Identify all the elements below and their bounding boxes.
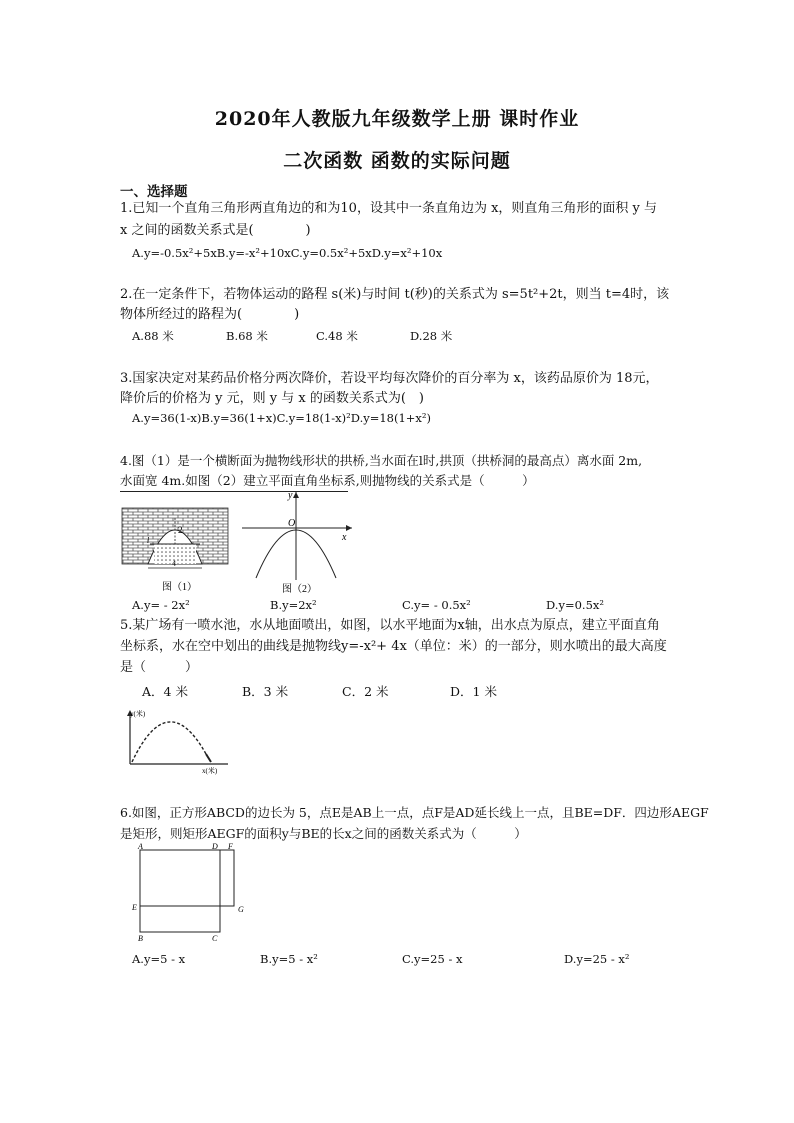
q1-options: A.y=-0.5x²+5xB.y=-x²+10xC.y=0.5x²+5xD.y=x²+10x — [132, 246, 443, 260]
q2-option-a: A.88 米 — [132, 329, 174, 343]
q4-option-a: A.y= - 2x² — [132, 598, 190, 612]
q3-options: A.y=36(1-x)B.y=36(1+x)C.y=18(1-x)²D.y=18(1+x²) — [132, 411, 432, 425]
section-heading: 一、选择题 — [120, 184, 188, 200]
q2-options — [0, 328, 794, 344]
q4-fig2-y-label: y — [288, 490, 293, 501]
q6-option-d: D.y=25 - x² — [564, 952, 630, 966]
q4-text-line2: 水面宽 4m.如图（2）建立平面直角坐标系,则抛物线的关系式是（ ） — [120, 473, 535, 488]
q6-options — [0, 952, 794, 968]
q6-figure-square-rectangle — [128, 842, 252, 944]
q6-text-line1: 6.如图，正方形ABCD的边长为 5，点E是AB上一点，点F是AD延长线上一点，且BE=DF．四边形AEGF — [120, 805, 709, 820]
q4-figure2-coordinate-parabola — [234, 488, 364, 596]
q5-options — [0, 682, 794, 698]
q2-option-b: B.68 米 — [226, 329, 268, 343]
q1-text-line2: x 之间的函数关系式是( ) — [120, 223, 311, 238]
q5-option-d: D．1 米 — [450, 684, 497, 699]
q3-text-line2: 降价后的价格为 y 元，则 y 与 x 的函数关系式为( ) — [120, 391, 424, 406]
q2-text-line1: 2.在一定条件下，若物体运动的路程 s(米)与时间 t(秒)的关系式为 s=5t²+2t，则当 t=4时，该 — [120, 287, 670, 302]
q6-label-b: B — [138, 934, 143, 943]
q6-label-d: D — [212, 842, 218, 851]
q5-text-line2: 坐标系，水在空中划出的曲线是抛物线y=-x²+ 4x（单位：米）的一部分，则水喷出的最大高度 — [120, 639, 667, 654]
q6-label-c: C — [212, 934, 218, 943]
q5-fig-x-label: x(米) — [202, 767, 218, 775]
q4-figure1-arch-bridge — [120, 506, 232, 596]
page-title: 2020年人教版九年级数学上册 课时作业 — [214, 108, 580, 130]
q4-options — [0, 598, 794, 614]
q4-fig2-caption: 图（2） — [282, 584, 317, 595]
q5-figure-fountain — [124, 706, 236, 776]
q2-option-c: C.48 米 — [316, 329, 358, 343]
q6-label-e: E — [132, 903, 137, 912]
q6-label-g: G — [238, 905, 244, 914]
q6-option-a: A.y=5 - x — [132, 952, 186, 966]
q6-option-b: B.y=5 - x² — [260, 952, 318, 966]
q1-text-line1: 1.已知一个直角三角形两直角边的和为10，设其中一条直角边为 x，则直角三角形的面积 y 与 — [120, 201, 658, 216]
q5-text-line3: 是（ ） — [120, 660, 199, 675]
q5-option-a: A．4 米 — [142, 684, 188, 699]
q5-option-b: B．3 米 — [242, 684, 289, 699]
q6-option-c: C.y=25 - x — [402, 952, 463, 966]
q4-fig2-origin-label: O — [288, 518, 296, 529]
q4-option-d: D.y=0.5x² — [546, 598, 604, 612]
q4-option-b: B.y=2x² — [270, 598, 317, 612]
q6-label-f: F — [228, 842, 233, 851]
page-subtitle: 二次函数 函数的实际问题 — [283, 150, 511, 172]
q4-fig2-x-label: x — [342, 532, 347, 543]
q5-fig-y-label: y(米) — [130, 710, 146, 718]
q4-fig1-l-label: l — [147, 536, 150, 545]
q4-fig1-caption: 图（1） — [162, 582, 197, 593]
q6-text-line2: 是矩形，则矩形AEGF的面积y与BE的长x之间的函数关系式为（ ） — [120, 826, 527, 841]
q4-option-c: C.y= - 0.5x² — [402, 598, 471, 612]
q4-fig1-width-label: 4 — [172, 559, 176, 568]
q5-text-line1: 5.某广场有一喷水池，水从地面喷出，如图，以水平地面为x轴，出水点为原点，建立平面直角 — [120, 618, 660, 633]
q2-option-d: D.28 米 — [410, 329, 453, 343]
q4-fig1-height-label: 2 — [178, 525, 183, 535]
q4-text-line1: 4.图（1）是一个横断面为抛物线形状的拱桥,当水面在l时,拱顶（拱桥洞的最高点）离水面 2m, — [120, 453, 643, 468]
q6-label-a: A — [138, 842, 143, 851]
q3-text-line1: 3.国家决定对某药品价格分两次降价，若设平均每次降价的百分率为 x，该药品原价为 18元， — [120, 371, 659, 386]
q2-text-line2: 物体所经过的路程为( ) — [120, 307, 300, 322]
q5-option-c: C．2 米 — [342, 684, 389, 699]
